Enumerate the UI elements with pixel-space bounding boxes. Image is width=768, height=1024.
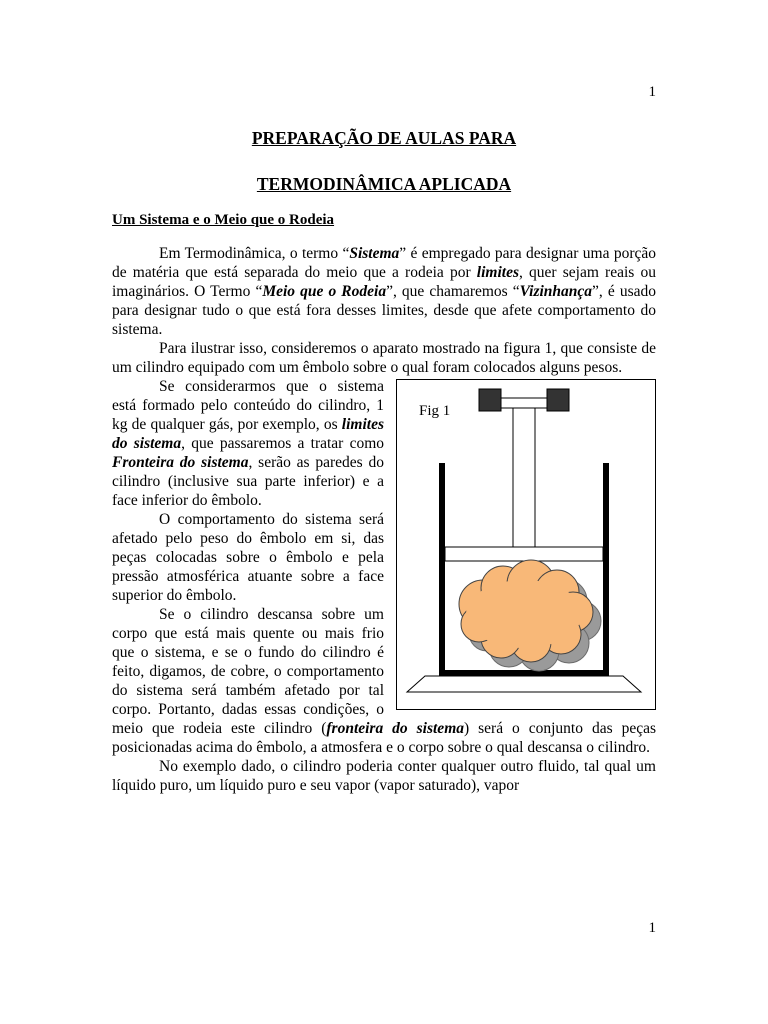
piston-crossbar [501, 398, 547, 408]
term-limites: limites [476, 264, 519, 281]
p5-text-c: ) será o conjunto das peças posicionadas acima do êmbolo, a atmosfera e o corpo sobre o qual descansa o cilindro. [112, 720, 656, 756]
term-meio: Meio que o Rodeia [262, 283, 387, 300]
paragraph-4: O comportamento do sistema será afetado pelo peso do êmbolo em si, das peças colocadas sobre o êmbolo e pela pressão atmosférica atuante sobre a face superior do êmbolo. [112, 511, 384, 604]
piston [445, 547, 603, 561]
title-line-1: PREPARAÇÃO DE AULAS PARA [251, 128, 517, 148]
figure-1 [396, 379, 656, 710]
paragraph-2: Para ilustrar isso, consideremos o aparato mostrado na figura 1, que consiste de um cilindro equipado com um êmbolo sobre o qual foram colocados alguns pesos. [112, 340, 656, 376]
p1-text-i: ”, é usado para designar tudo o que está fora desses limites, desde que afete comportamento do sistema. [112, 283, 657, 338]
term-vizinhanca: Vizinhança [519, 283, 593, 300]
section-heading: Um Sistema e o Meio que o Rodeia [112, 212, 335, 228]
cylinder-wall-left [439, 463, 445, 676]
term-fronteira: Fronteira do sistema [112, 454, 249, 471]
cylinder-wall-right [603, 463, 609, 676]
page-number-top: 1 [648, 84, 656, 100]
base-plate [407, 676, 641, 692]
p1-text-e: , quer sejam reais ou imaginários. O Termo “ [112, 264, 656, 300]
body-text [112, 244, 656, 795]
title-line-2: TERMODINÂMICA APLICADA [256, 174, 512, 194]
p3-text-c: , que passaremos a tratar como [181, 435, 384, 452]
piston-cylinder-diagram [397, 380, 655, 709]
weight-right [547, 389, 569, 411]
term-fronteira-sistema: fronteira do sistema [326, 720, 464, 737]
p3-text-e: , serão as paredes do cilindro (inclusive sua parte inferior) e a face inferior do êmbolo. [112, 454, 384, 509]
figure-label: Fig 1 [419, 403, 451, 419]
p5-text-a: Se o cilindro descansa sobre um corpo que está mais quente ou mais frio que o sistema, e se o fundo do cilindro é feito, digamos, de cobre, o comportamento do sistema será também afetado por tal corpo. Portanto, dadas essas condições, o meio que rodeia este cilindro ( [112, 606, 384, 737]
p3-text-a: Se considerarmos que o sistema está formado pelo conteúdo do cilindro, 1 kg de qualquer gás, por exemplo, os [112, 378, 384, 433]
weight-left [479, 389, 501, 411]
cylinder-bottom [439, 670, 609, 676]
paragraph-6: No exemplo dado, o cilindro poderia conter qualquer outro fluido, tal qual um líquido puro, um líquido puro e seu vapor (vapor saturado), vapor [112, 758, 656, 794]
term-limites-sistema: limites do sistema [112, 416, 384, 452]
p1-text-g: ”, que chamaremos “ [386, 283, 520, 300]
p1-text-c: ” é empregado para designar uma porção de matéria que está separada do meio que a rodeia por [112, 245, 656, 281]
p1-text-a: Em Termodinâmica, o termo “ [159, 245, 350, 262]
page-number-bottom: 1 [648, 920, 656, 936]
paragraph-1 [112, 244, 656, 339]
term-sistema: Sistema [349, 245, 400, 262]
piston-rod [513, 408, 535, 547]
